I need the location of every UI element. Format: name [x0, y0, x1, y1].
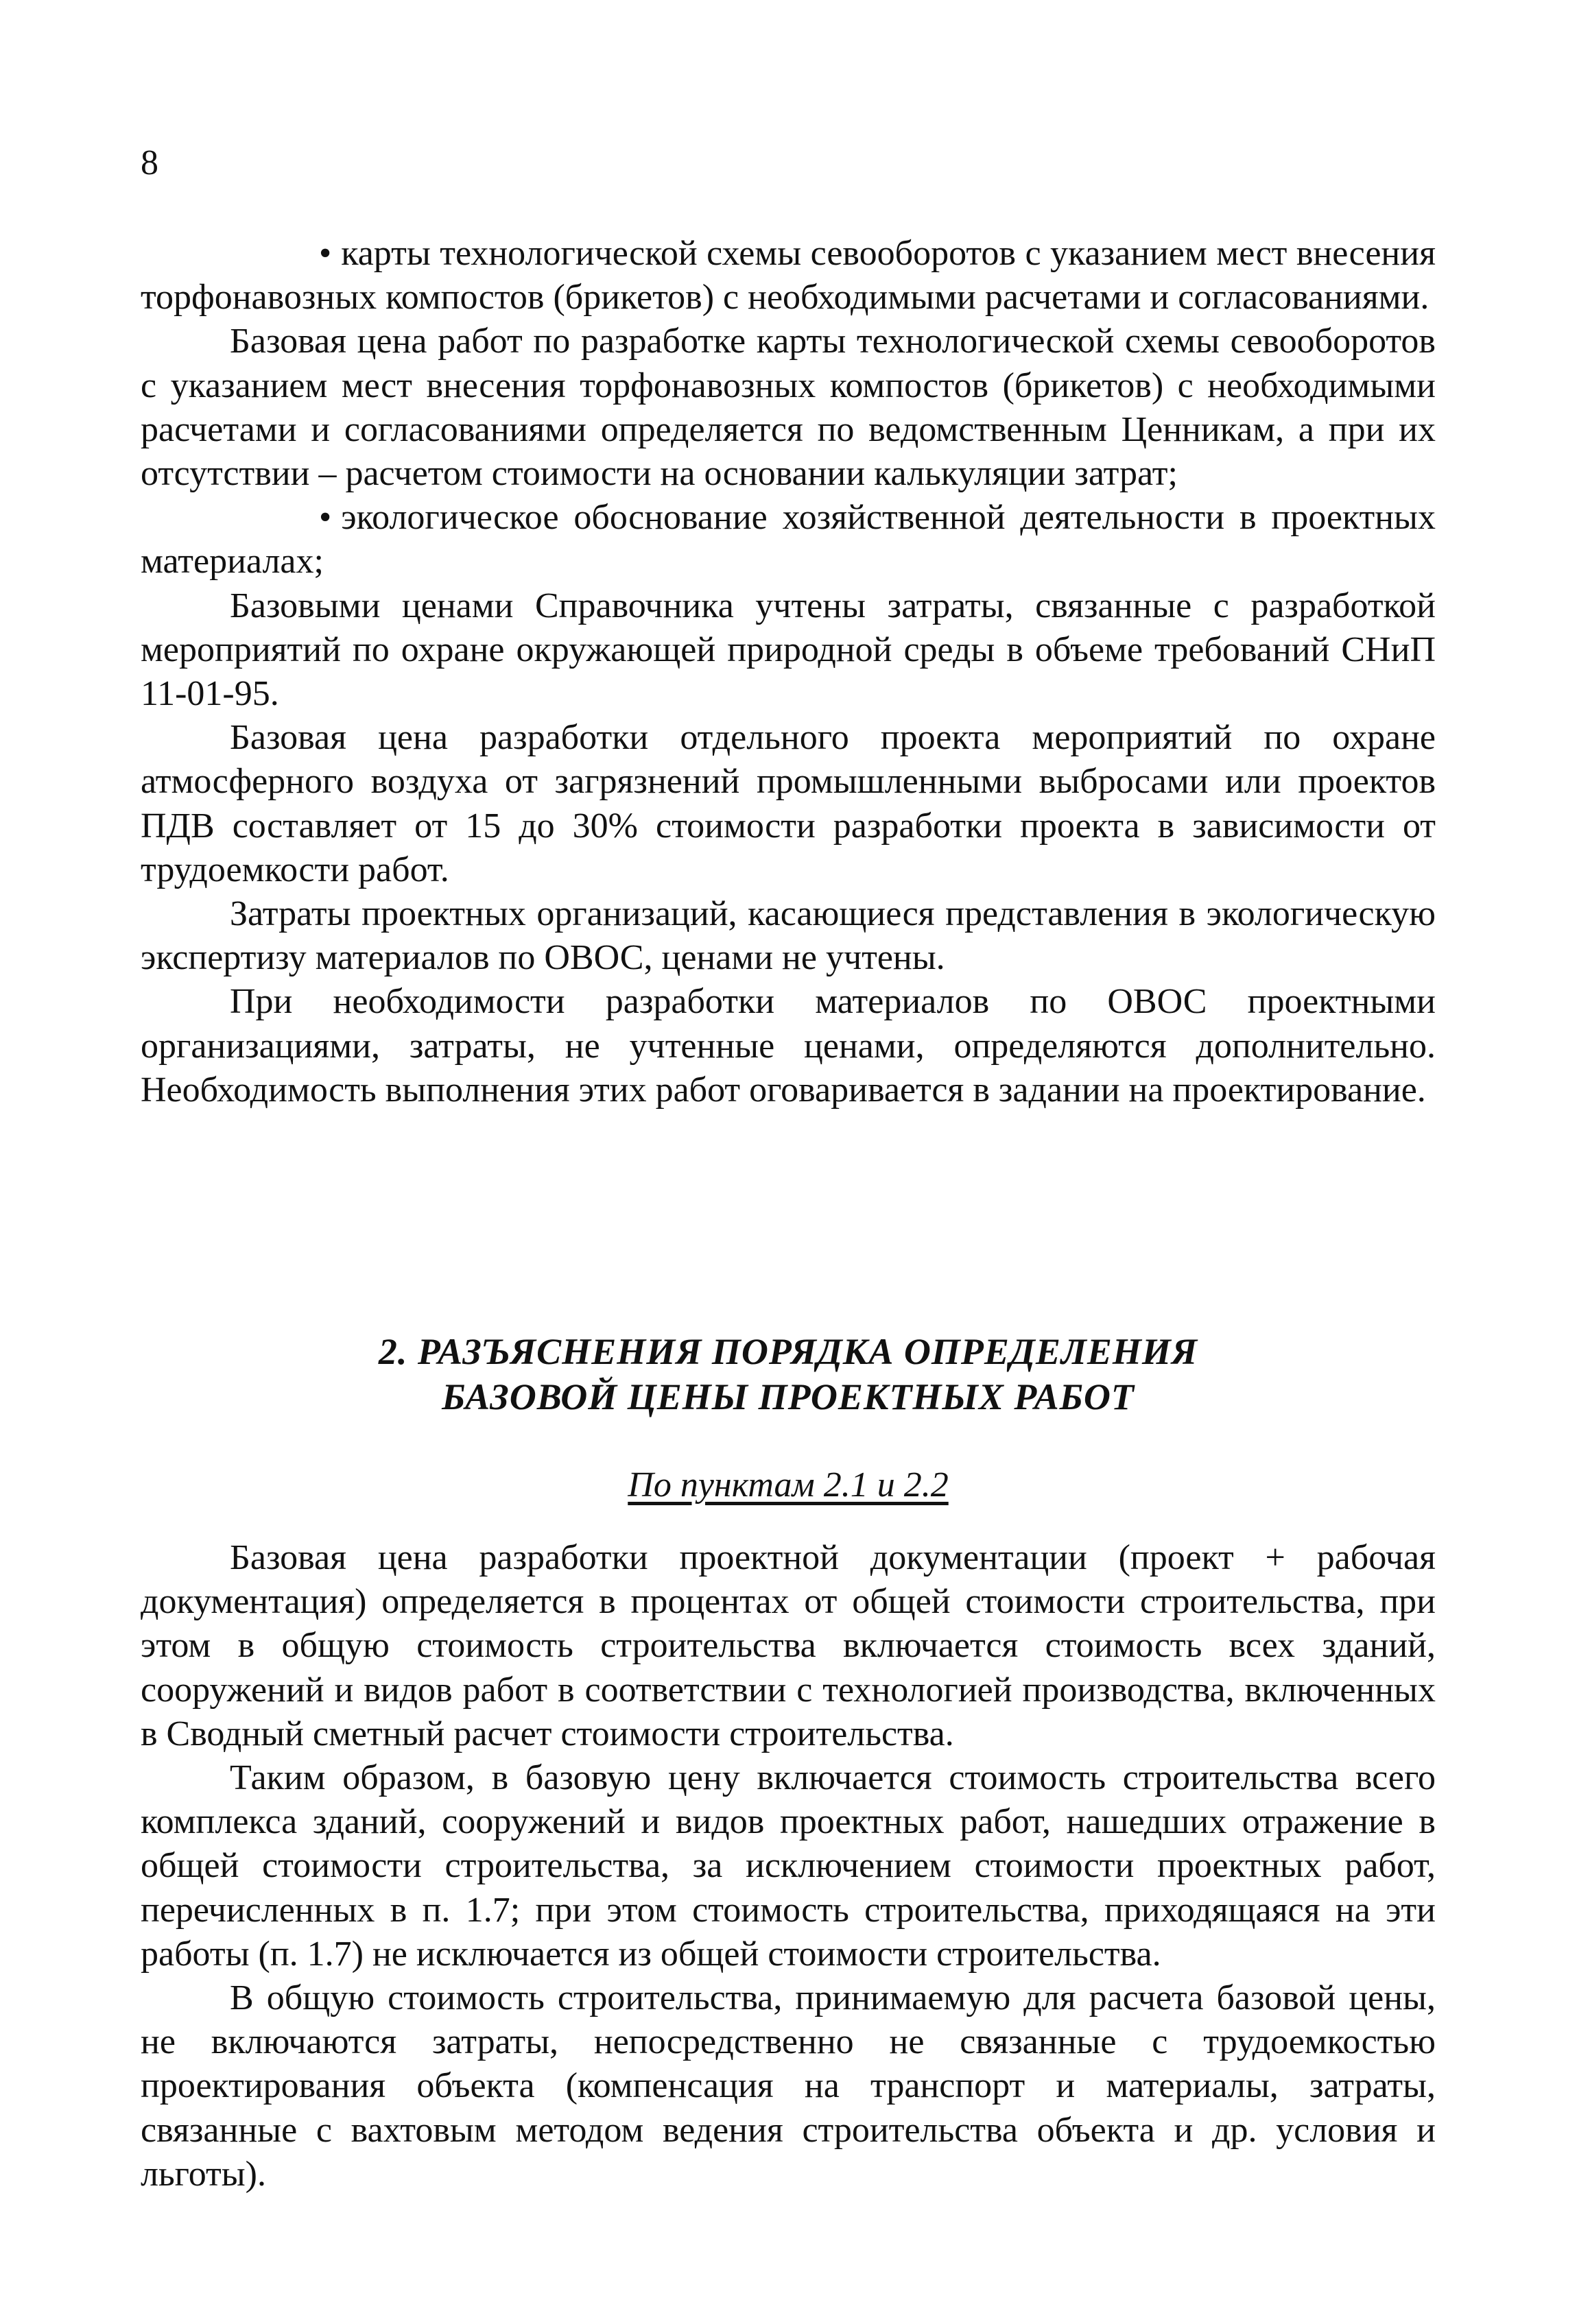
bullet-icon: • — [319, 498, 332, 538]
paragraph-base-prices-costs: Базовыми ценами Справочника учтены затраты, связанные с разработкой мероприятий по охране окружающей природной среды в объеме требований СНиП 11-01-95. — [141, 586, 1436, 714]
paragraph-design-documentation-price: Базовая цена разработки проектной документации (проект + рабочая документация) определяется в процентах от общей стоимости строительства, при этом в общую стоимость строительства включается стоимость всех зданий, сооружений и видов работ в соответствии с технологией производства, включенных в Сводный сметный расчет стоимости строительства. — [141, 1538, 1436, 1753]
paragraph-text: экологическое обоснование хозяйственной деятельности в проектных материалах; — [141, 498, 1436, 582]
section-subheading: По пунктам 2.1 и 2.2 — [628, 1465, 949, 1505]
page-number: 8 — [141, 143, 158, 182]
top-text-block — [141, 232, 1436, 1112]
lower-text-block — [141, 1536, 1436, 2196]
section-heading-line-2: БАЗОВОЙ ЦЕНЫ ПРОЕКТНЫХ РАБОТ — [442, 1376, 1135, 1417]
section-heading — [141, 1329, 1436, 1419]
paragraph-ovos-additional-costs: При необходимости разработки материалов по ОВОС проектными организациями, затраты, не учтенные ценами, определяются дополнительно. Необходимость выполнения этих работ оговаривается в задании на проектирование. — [141, 982, 1436, 1110]
bullet-icon: • — [319, 234, 332, 273]
section-heading-line-1: 2. РАЗЪЯСНЕНИЯ ПОРЯДКА ОПРЕДЕЛЕНИЯ — [378, 1331, 1198, 1372]
paragraph-bullet-rotation-maps — [141, 232, 1436, 320]
paragraph-excluded-costs: В общую стоимость строительства, принимаемую для расчета базовой цены, не включаются затраты, непосредственно не связанные с трудоемкостью проектирования объекта (компенсация на транспорт и материалы, затраты, связанные с вахтовым методом ведения строительства объекта и др. условия и льготы). — [141, 1978, 1436, 2194]
paragraph-base-price-includes: Таким образом, в базовую цену включается стоимость строительства всего комплекса зданий, сооружений и видов проектных работ, нашедших отражение в общей стоимости строительства, за исключением стоимости проектных работ, перечисленных в п. 1.7; при этом стоимость строительства, приходящаяся на эти работы (п. 1.7) не исключается из общей стоимости строительства. — [141, 1758, 1436, 1974]
paragraph-text: карты технологической схемы севооборотов с указанием мест внесения торфонавозных компостов (брикетов) с необходимыми расчетами и согласованиями. — [141, 234, 1436, 318]
paragraph-air-protection-price: Базовая цена разработки отдельного проекта мероприятий по охране атмосферного воздуха от загрязнений промышленными выбросами или проектов ПДВ составляет от 15 до 30% стоимости разработки проекта в зависимости от трудоемкости работ. — [141, 718, 1436, 889]
paragraph-rotation-maps-price: Базовая цена работ по разработке карты технологической схемы севооборотов с указанием мест внесения торфонавозных компостов (брикетов) с необходимыми расчетами и согласованиями определяется по ведомственным Ценникам, а при их отсутствии – расчетом стоимости на основании калькуляции затрат; — [141, 322, 1436, 494]
paragraph-ovos-expertise-costs: Затраты проектных организаций, касающиеся представления в экологическую экспертизу материалов по ОВОС, ценами не учтены. — [141, 894, 1436, 978]
paragraph-bullet-ecological-justification — [141, 496, 1436, 584]
